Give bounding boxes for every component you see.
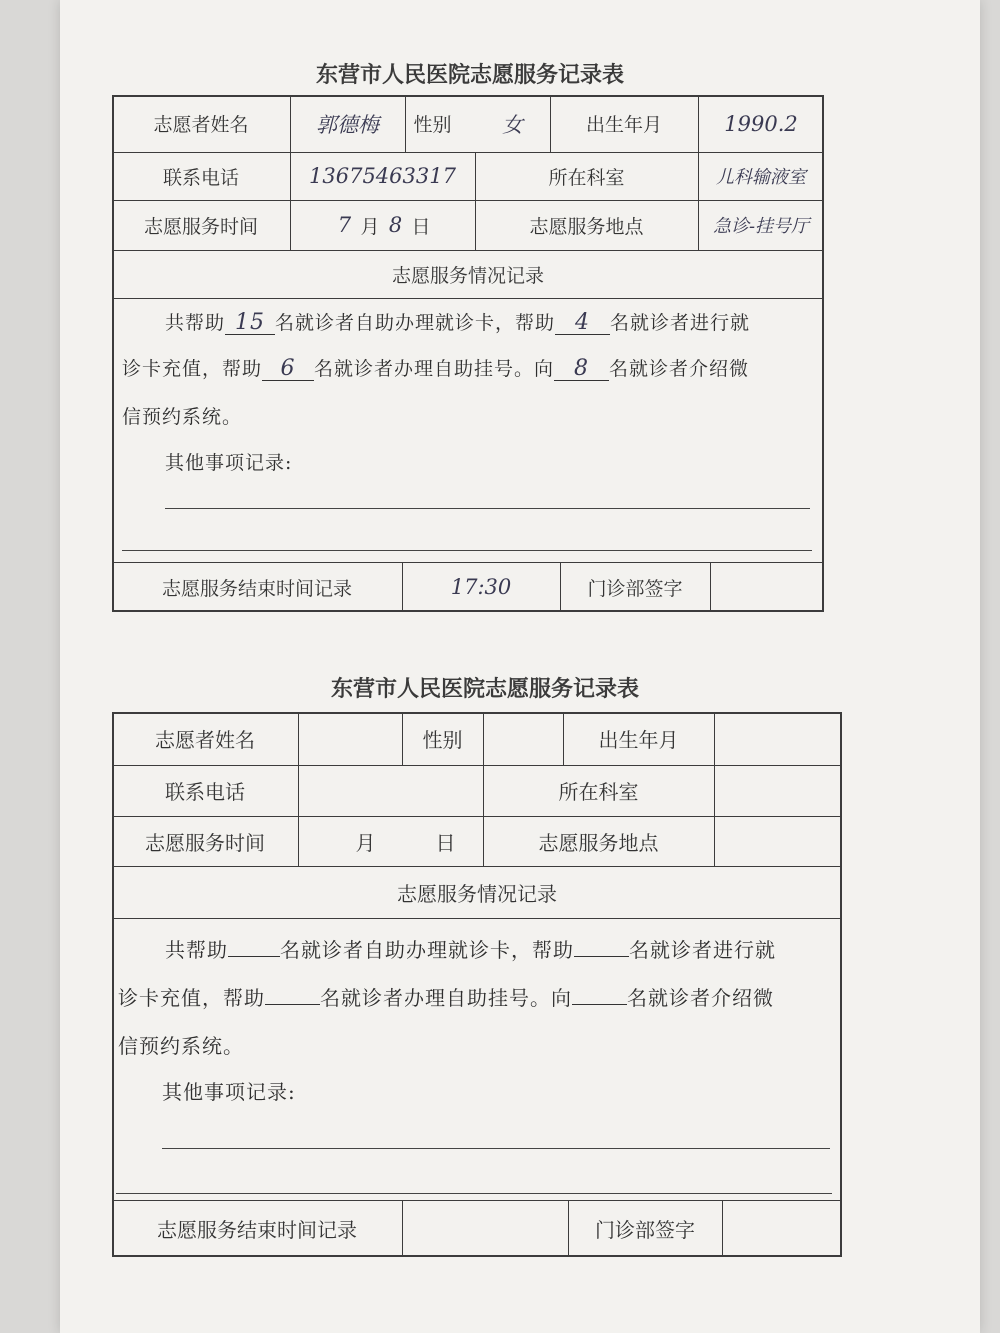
record-line-2: 诊卡充值，帮助 6 名就诊者办理自助挂号。向 8 名就诊者介绍微 bbox=[122, 356, 750, 381]
field-phone[interactable]: 13675463317 bbox=[309, 164, 456, 188]
field-outpatient-signature[interactable] bbox=[722, 1200, 842, 1257]
field-day: 8 bbox=[388, 213, 403, 237]
other-notes-line-2[interactable] bbox=[116, 1193, 832, 1194]
label-end-time: 志愿服务结束时间记录 bbox=[157, 1218, 357, 1242]
field-birth[interactable]: 1990.2 bbox=[724, 111, 798, 136]
count-self-service-card[interactable] bbox=[228, 956, 280, 957]
field-birth[interactable] bbox=[714, 712, 842, 765]
label-end-time: 志愿服务结束时间记录 bbox=[161, 577, 352, 600]
label-service-time: 志愿服务时间 bbox=[143, 215, 258, 238]
count-wechat-intro[interactable] bbox=[572, 1004, 627, 1005]
label-department: 所在科室 bbox=[548, 166, 625, 189]
record-line-1: 共帮助 名就诊者自助办理就诊卡，帮助 名就诊者进行就 bbox=[165, 938, 776, 962]
field-gender[interactable] bbox=[483, 712, 563, 765]
field-service-date[interactable] bbox=[298, 816, 483, 866]
record-line-2: 诊卡充值，帮助 名就诊者办理自助挂号。向 名就诊者介绍微 bbox=[118, 986, 774, 1010]
label-month: 月 bbox=[355, 830, 376, 855]
record-line-1: 共帮助 15 名就诊者自助办理就诊卡，帮助 4 名就诊者进行就 bbox=[165, 310, 751, 335]
count-wechat-intro[interactable]: 8 bbox=[554, 358, 609, 381]
count-self-registration[interactable] bbox=[265, 1004, 320, 1005]
label-birth: 出生年月 bbox=[585, 114, 662, 136]
label-volunteer-name: 志愿者姓名 bbox=[153, 114, 249, 136]
label-day: 日 bbox=[435, 830, 456, 855]
label-day: 日 bbox=[411, 215, 431, 238]
label-volunteer-name: 志愿者姓名 bbox=[155, 728, 255, 752]
other-notes-label: 其他事项记录: bbox=[165, 452, 293, 474]
field-end-time[interactable] bbox=[402, 1200, 568, 1257]
label-service-location: 志愿服务地点 bbox=[529, 215, 644, 238]
label-month: 月 bbox=[360, 215, 380, 238]
field-volunteer-name[interactable] bbox=[298, 712, 402, 765]
field-volunteer-name[interactable]: 郭德梅 bbox=[316, 112, 379, 137]
label-department: 所在科室 bbox=[558, 780, 639, 804]
count-card-recharge[interactable] bbox=[574, 956, 629, 957]
field-phone[interactable] bbox=[298, 765, 483, 816]
field-department[interactable] bbox=[714, 765, 842, 816]
form-title: 东营市人民医院志愿服务记录表 bbox=[315, 62, 624, 88]
label-outpatient-signature: 门诊部签字 bbox=[587, 577, 683, 600]
count-self-service-card[interactable]: 15 bbox=[225, 312, 275, 335]
field-service-location[interactable]: 急诊-挂号厅 bbox=[712, 216, 810, 237]
field-end-time[interactable]: 17:30 bbox=[450, 575, 512, 599]
label-phone: 联系电话 bbox=[165, 780, 245, 804]
record-line-3: 信预约系统。 bbox=[118, 1034, 244, 1058]
record-section-header: 志愿服务情况记录 bbox=[391, 264, 544, 287]
field-month: 7 bbox=[337, 213, 352, 237]
label-service-location: 志愿服务地点 bbox=[538, 830, 659, 855]
other-notes-line-1[interactable] bbox=[162, 1148, 830, 1149]
record-line-3: 信预约系统。 bbox=[122, 406, 243, 428]
other-notes-label: 其他事项记录: bbox=[162, 1080, 296, 1104]
field-department[interactable]: 儿科输液室 bbox=[716, 167, 806, 188]
form-title: 东营市人民医院志愿服务记录表 bbox=[330, 676, 639, 702]
count-card-recharge[interactable]: 4 bbox=[555, 312, 610, 335]
count-self-registration[interactable]: 6 bbox=[262, 358, 314, 381]
label-gender: 性别 bbox=[422, 728, 463, 752]
field-service-location[interactable] bbox=[714, 816, 842, 866]
label-birth: 出生年月 bbox=[598, 728, 679, 752]
label-gender: 性别 bbox=[413, 114, 452, 136]
label-outpatient-signature: 门诊部签字 bbox=[595, 1218, 695, 1242]
label-service-time: 志愿服务时间 bbox=[145, 830, 265, 855]
label-phone: 联系电话 bbox=[162, 166, 239, 189]
field-gender[interactable]: 女 bbox=[502, 112, 523, 137]
record-section-header: 志愿服务情况记录 bbox=[397, 881, 557, 906]
